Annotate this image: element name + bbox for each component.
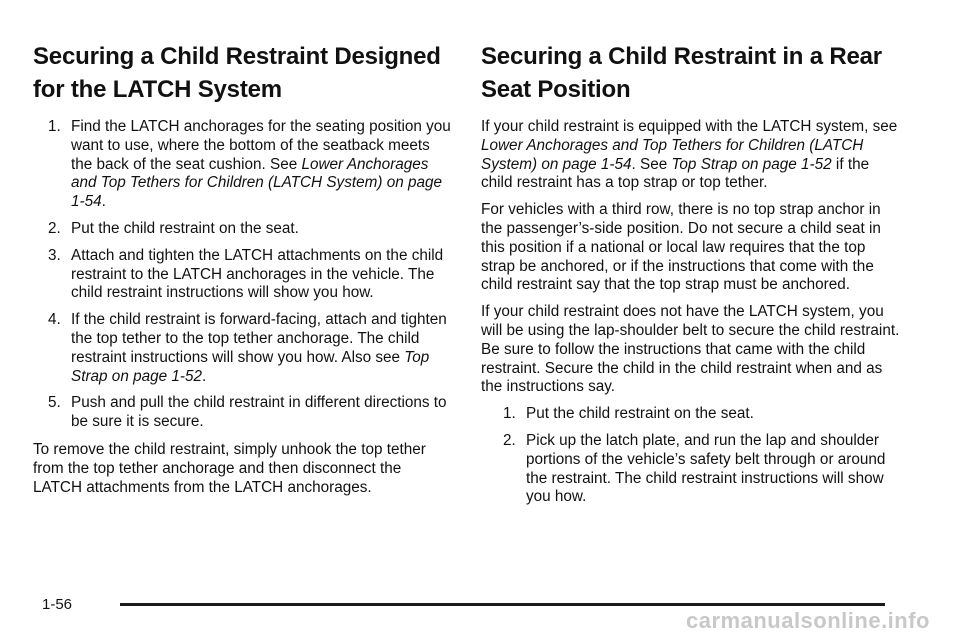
left-steps-list bbox=[33, 118, 453, 432]
reference-top-strap: Top Strap on page 1-52 bbox=[671, 155, 832, 173]
left-heading: Securing a Child Restraint Designed for the LATCH System bbox=[33, 43, 441, 103]
step-text: Attach and tighten the LATCH attachments on the child restraint to the LATCH anchorages in the vehicle. The child restraint instructions will show you how. bbox=[71, 246, 444, 302]
step-reference: Lower Anchorages and Top Tethers for Children (LATCH System) on page 1-54 bbox=[71, 155, 442, 211]
right-steps-list bbox=[481, 405, 901, 507]
step-text: Push and pull the child restraint in different directions to be sure it is secure. bbox=[71, 394, 447, 431]
watermark: carmanualsonline.info bbox=[686, 608, 930, 633]
step-number: 2. bbox=[503, 431, 516, 449]
step-text: Find the LATCH anchorages for the seating position you want to use, where the bottom of the seatback meets the back of the seat cushion. See bbox=[71, 118, 451, 173]
right-heading: Securing a Child Restraint in a Rear Seat Position bbox=[481, 43, 882, 103]
step-reference: Top Strap on page 1-52 bbox=[71, 348, 430, 385]
step-number: 1. bbox=[48, 118, 61, 135]
paragraph-text: if the child restraint has a top strap or top tether. bbox=[481, 155, 870, 192]
step-text: Pick up the latch plate, and run the lap and shoulder portions of the vehicle’s safety belt through or around the restraint. The child restraint instructions will show you how. bbox=[526, 431, 886, 506]
step-text: If the child restraint is forward-facing, attach and tighten the top tether to the top tether anchorage. The child restraint instructions will show you how. Also see bbox=[71, 311, 447, 366]
paragraph-text: If your child restraint is equipped with the LATCH system, see bbox=[481, 118, 898, 135]
step-number: 2. bbox=[48, 219, 61, 237]
list-item bbox=[503, 405, 901, 424]
list-item bbox=[48, 118, 453, 212]
list-item bbox=[503, 432, 901, 507]
third-row-paragraph: For vehicles with a third row, there is no top strap anchor in the passenger’s-side position. Do not secure a child seat in this position if a national or local law requires that the top strap be anchored, or if the instructions that come with the child restraint say that the top strap must be anchored. bbox=[481, 201, 881, 294]
list-item bbox=[48, 220, 453, 239]
list-item bbox=[48, 247, 453, 303]
step-number: 5. bbox=[48, 394, 61, 412]
step-number: 3. bbox=[48, 246, 61, 264]
step-text-after: . bbox=[201, 367, 207, 385]
paragraph-text: . See bbox=[631, 155, 672, 173]
page-number: 1-56 bbox=[42, 596, 73, 613]
reference-latch: Lower Anchorages and Top Tethers for Children (LATCH System) on page 1-54 bbox=[481, 136, 864, 173]
lap-shoulder-paragraph: If your child restraint does not have the LATCH system, you will be using the lap-shoulder belt to secure the child restraint. Be sure to follow the instructions that came with the child restraint. Secure the child in the child restraint when and as the instructions say. bbox=[481, 303, 900, 396]
footer-rule bbox=[120, 603, 885, 606]
list-item bbox=[48, 311, 453, 386]
left-column bbox=[33, 40, 453, 505]
right-column bbox=[481, 40, 901, 516]
list-item bbox=[48, 394, 453, 432]
step-number: 4. bbox=[48, 311, 61, 329]
step-text: Put the child restraint on the seat. bbox=[526, 405, 754, 423]
step-text-after: . bbox=[101, 193, 106, 211]
latch-paragraph bbox=[481, 118, 901, 193]
step-text: Put the child restraint on the seat. bbox=[71, 219, 299, 237]
step-number: 1. bbox=[503, 405, 516, 423]
closing-paragraph: To remove the child restraint, simply unhook the top tether from the top tether anchorage and then disconnect the LATCH attachments from the LATCH anchorages. bbox=[33, 440, 426, 496]
